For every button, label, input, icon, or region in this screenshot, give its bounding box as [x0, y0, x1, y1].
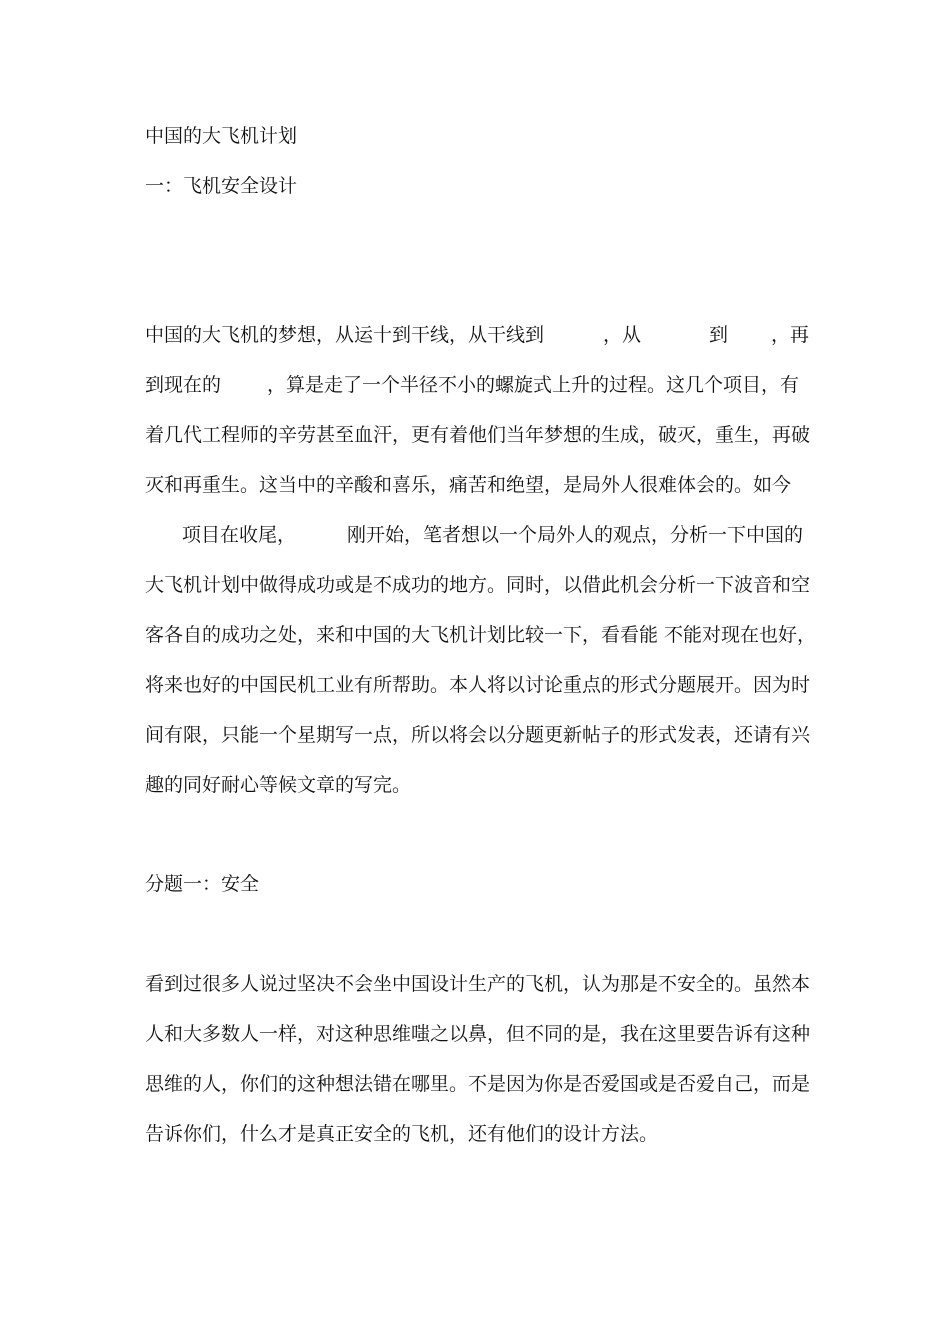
document-title: 中国的大飞机计划	[145, 125, 298, 147]
intro-line-9: 间有限，只能一个星期写一点，所以将会以分题更新帖子的形式发表，还请有兴	[145, 724, 811, 746]
intro-line-7: 客各自的成功之处，来和中国的大飞机计划比较一下，看看能 不能对现在也好，	[145, 624, 817, 646]
intro-line-1-segment: ，再	[771, 324, 810, 346]
intro-line-1-segment: 中国的大飞机的梦想，从运十到干线，从干线到	[145, 324, 545, 346]
intro-line-1-segment: ，从	[603, 324, 642, 346]
section-line-4: 告诉你们，什么才是真正安全的飞机，还有他们的设计方法。	[145, 1123, 659, 1145]
document-subtitle: 一：飞机安全设计	[145, 175, 298, 197]
intro-line-4: 灭和再重生。这当中的辛酸和喜乐，痛苦和绝望，是局外人很难体会的。如今	[145, 474, 792, 496]
intro-line-1-segment: 到	[709, 324, 729, 346]
intro-line-2-segment: 到现在的	[145, 374, 222, 396]
intro-line-5-segment: 项目在收尾，	[182, 524, 297, 546]
section-line-2: 人和大多数人一样，对这种思维嗤之以鼻，但不同的是，我在这里要告诉有这种	[145, 1023, 811, 1045]
intro-line-2-segment: ，算是走了一个半径不小的螺旋式上升的过程。这几个项目，有	[267, 374, 800, 396]
intro-line-8: 将来也好的中国民机工业有所帮助。本人将以讨论重点的形式分题展开。因为时	[145, 674, 811, 696]
intro-line-10: 趣的同好耐心等候文章的写完。	[145, 774, 412, 796]
section-line-1: 看到过很多人说过坚决不会坐中国设计生产的飞机，认为那是不安全的。虽然本	[145, 973, 811, 995]
intro-line-3: 着几代工程师的辛劳甚至血汗，更有着他们当年梦想的生成，破灭，重生，再破	[145, 424, 811, 446]
section-line-3: 思维的人，你们的这种想法错在哪里。不是因为你是否爱国或是否爱自己，而是	[145, 1073, 811, 1095]
intro-line-5-segment: 刚开始，笔者想以一个局外人的观点，分析一下中国的	[347, 524, 804, 546]
section-heading: 分题一：安全	[145, 873, 260, 895]
intro-line-6: 大飞机计划中做得成功或是不成功的地方。同时，以借此机会分析一下波音和空	[145, 574, 811, 596]
